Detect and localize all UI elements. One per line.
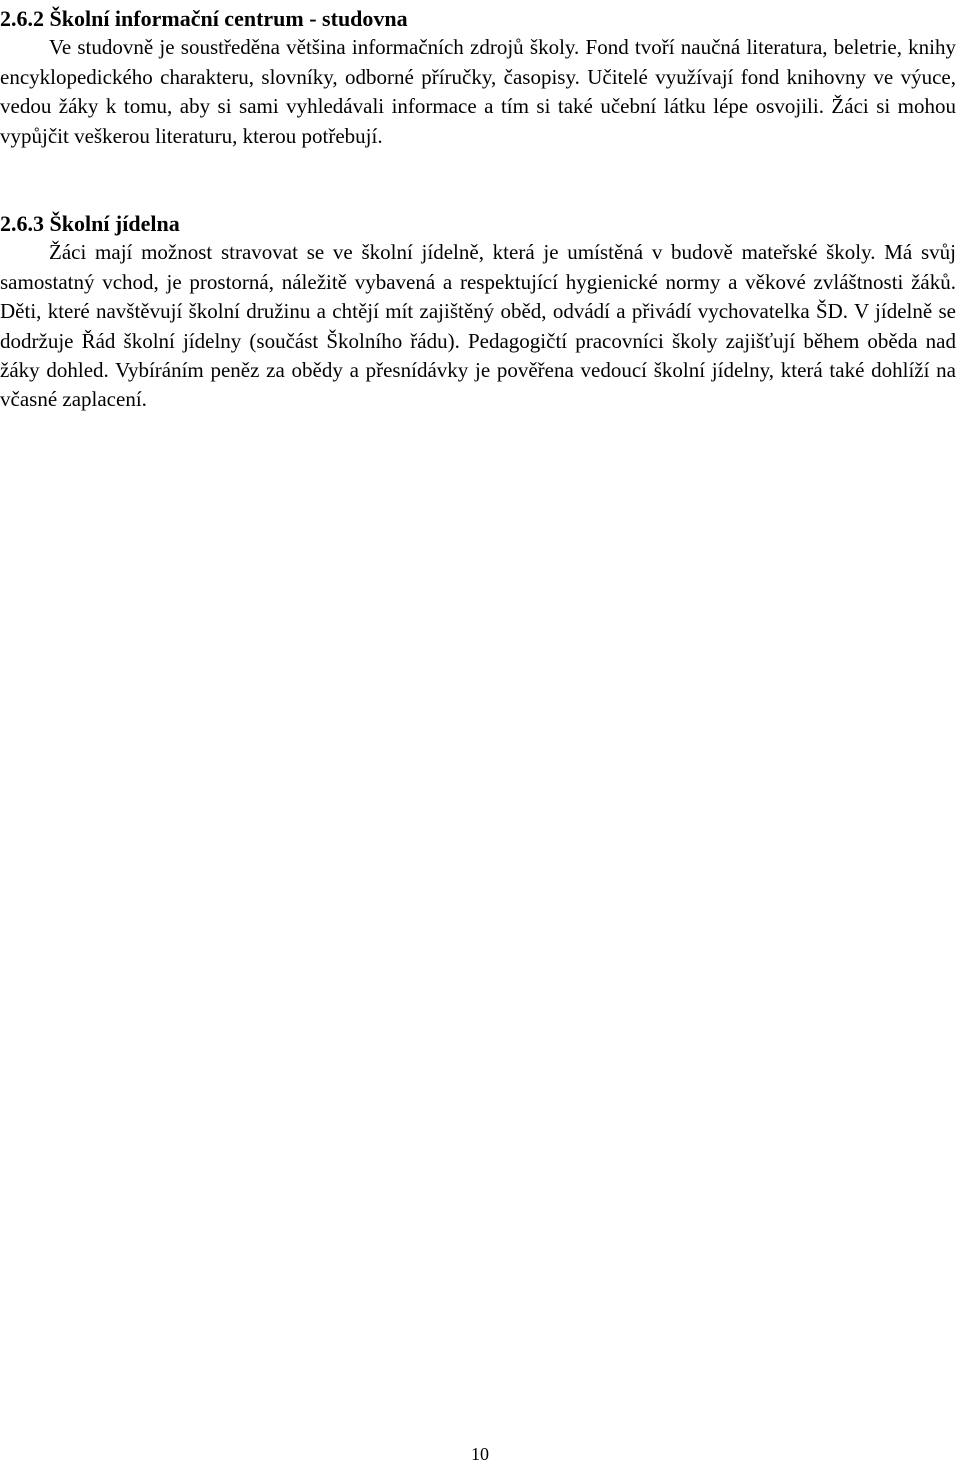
section-paragraph: Ve studovně je soustředěna většina informačních zdrojů školy. Fond tvoří naučná literatura, beletrie, knihy encyklopedického charakteru, slovníky, odborné příručky, časopisy. Učitelé využívají fond knihovny ve výuce, vedou žáky k tomu, aby si sami vyhledávali informace a tím si také učební látku lépe osvojili. Žáci si mohou vypůjčit veškerou literaturu, kterou potřebují. [0, 35, 956, 148]
page-number: 10 [471, 1444, 489, 1464]
section-school-information-center [0, 4, 956, 151]
section-heading: 2.6.2 Školní informační centrum - studovna [0, 6, 408, 31]
document-page [0, 4, 956, 415]
section-heading: 2.6.3 Školní jídelna [0, 211, 180, 237]
section-paragraph: Žáci mají možnost stravovat se ve školní jídelně, která je umístěná v budově mateřské školy. Má svůj samostatný vchod, je prostorná, náležitě vybavená a respektující hygienické normy a věkové zvláštnosti žáků. Děti, které navštěvují školní družinu a chtějí mít zajištěný oběd, odvádí a přivádí vychovatelka ŠD. V jídelně se dodržuje Řád školní jídelny (součást Školního řádu). Pedagogičtí pracovníci školy zajišťují během oběda nad žáky dohled. Vybíráním peněz za obědy a přesnídávky je pověřena vedoucí školní jídelny, která také dohlíží na včasné zaplacení. [0, 240, 956, 412]
section-school-canteen [0, 209, 956, 415]
section-spacer [0, 151, 956, 209]
